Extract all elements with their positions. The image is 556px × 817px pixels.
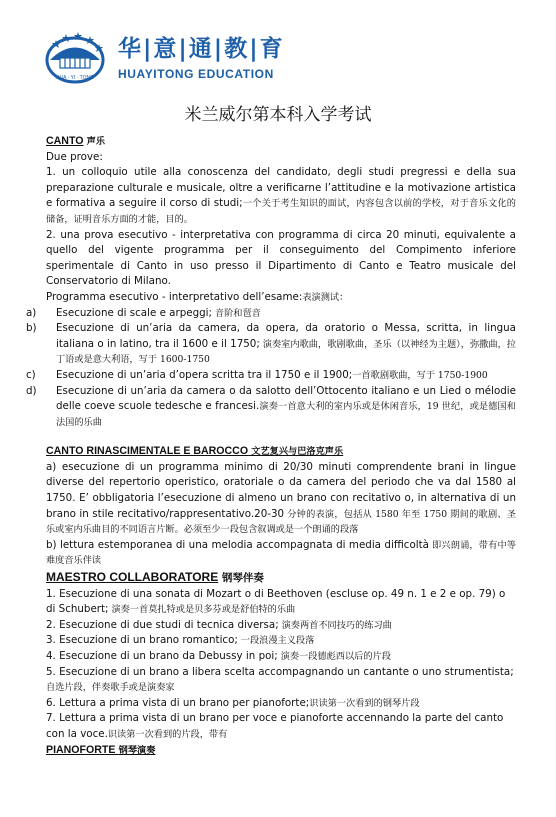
- section-heading-maestro: MAESTRO COLLABORATORE 钢琴伴奏: [46, 570, 264, 585]
- list-item: d) Esecuzione di un’aria da camera o da salotto dell’Ottocento italiano e un Lied o mélodie delle coeve scuole tedesche e francesi.演奏一首意大利的室内乐或是休闲音乐，19 世纪，或是德国和法国的乐曲: [26, 384, 516, 428]
- brand-name-en: HUAYITONG EDUCATION: [118, 67, 274, 81]
- list-item: 1. Esecuzione di una sonata di Mozart o di Beethoven (escluse op. 49 n. 1 e 2 e op. 79) o di Schubert; 演奏一首莫扎特或是贝多芬或是舒伯特的乐曲: [46, 587, 506, 616]
- rinascimentale-paragraph-b: b) lettura estemporanea di una melodia accompagnata di media difficoltà 即兴朗诵，带有中等难度音乐伴读: [46, 538, 516, 567]
- section-heading-canto: CANTO 声乐: [46, 135, 106, 147]
- list-item: 2. Esecuzione di due studi di tecnica diversa; 演奏两首不同技巧的练习曲: [46, 618, 392, 631]
- list-item: c) Esecuzione di un’aria d’opera scritta tra il 1750 e il 1900;一首歌剧歌曲，写于 1750-1900: [26, 368, 488, 381]
- list-item: 5. Esecuzione di un brano a libera scelta accompagnando un cantante o uno strumentista; 自选片段，伴奏歌手或是演奏家: [46, 665, 514, 694]
- canto-paragraph-1: 1. un colloquio utile alla conoscenza del candidato, degli studi pregressi e della sua preparazione culturale e musicale, oltre a verificarne l’attitudine e la motivazione artistica e formativa a seguire il corso di studi;一个关于考生知识的面试，内容包含以前的学校，对于音乐文化的储备，证明音乐方面的才能，目的。: [46, 166, 516, 225]
- section-heading-rinascimentale: CANTO RINASCIMENTALE E BAROCCO 文艺复兴与巴洛克声乐: [46, 445, 344, 458]
- list-item: b) Esecuzione di un’aria da camera, da opera, da oratorio o Messa, scritta, in lingua italiana o in latino, tra il 1600 e il 1750; 演奏室内歌曲，歌剧歌曲，圣乐（以神经为主题），弥撒曲，拉丁语或是意大利语，写于 1600-1750: [26, 322, 516, 366]
- section-heading-pianoforte: PIANOFORTE 钢琴演奏: [46, 743, 156, 756]
- canto-paragraph-2: 2. una prova esecutivo - interpretativa con programma di circa 20 minuti, equivalente a quello del vigente programma per il conseguimento del Compimento inferiore sperimentale di Canto in uso presso il Dipartimento di Canto e Teatro musicale del Conservatorio di Milano.: [46, 228, 516, 288]
- list-item: 4. Esecuzione di un brano da Debussy in poi; 演奏一段德彪西以后的片段: [46, 650, 391, 662]
- rinascimentale-paragraph-a: a) esecuzione di un programma minimo di 20/30 minuti comprendente brani in lingue diverse del repertorio operistico, oratoriale o da camera del periodo che va dal 1580 al 1750. E’ obbligatoria l’esecuzione di almeno un brano con recitativo o, in alternativa di un brano in stile recitativo/rappresentativo.20-30 分钟的表演，包括从 1580 年至 1750 期间的歌剧、圣乐或室内乐曲目的不同语言片断。必须至少一段包含叙调或是一个朗诵的段落: [46, 460, 516, 536]
- list-item: a) Esecuzione di scale e arpeggi; 音阶和琶音: [26, 306, 261, 319]
- list-item: 7. Lettura a prima vista di un brano per voce e pianoforte accennando la parte del canto con la voce.识读第一次看到的片段，带有: [46, 712, 504, 740]
- list-item: 6. Lettura a prima vista di un brano per pianoforte;识读第一次看到的钢琴片段: [46, 696, 420, 709]
- logo-emblem-icon: [42, 30, 112, 86]
- logo-ring-text: HUA · YI · TONG: [55, 75, 95, 81]
- document-body: [26, 134, 516, 758]
- canto-intro: Due prove:: [46, 150, 103, 163]
- canto-paragraph-3: Programma esecutivo - interpretativo dell’esame:表演测试：: [46, 290, 349, 303]
- huayitong-logo: [42, 30, 112, 86]
- brand-name-cn: 华|意|通|教|育: [118, 36, 285, 62]
- list-item: 3. Esecuzione di un brano romantico; 一段浪漫主义段落: [46, 634, 315, 647]
- page-title: 米兰威尔第本科入学考试: [184, 105, 372, 125]
